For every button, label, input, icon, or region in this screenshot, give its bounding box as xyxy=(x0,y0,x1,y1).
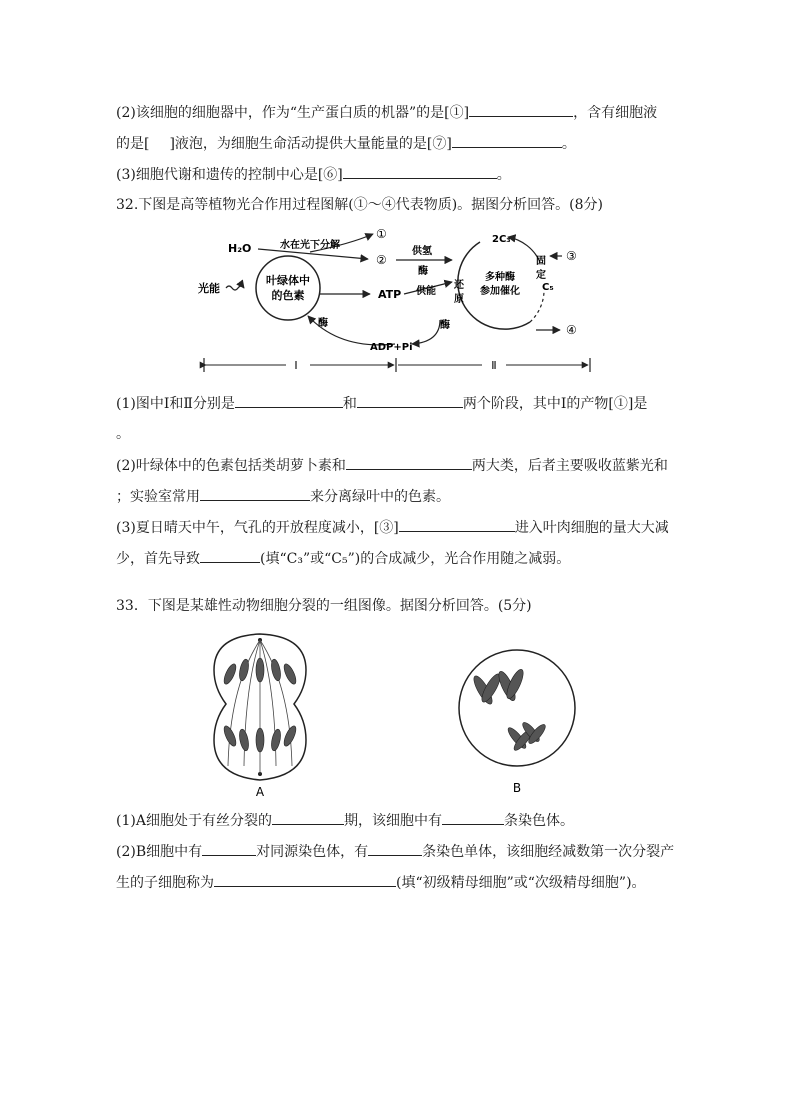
q33-part2-text-d: 生的子细胞称为 xyxy=(116,875,214,891)
cell-b-diagram xyxy=(455,640,585,800)
output-4: ④ xyxy=(566,323,577,337)
q32-part2-text-d: 来分离绿叶中的色素。 xyxy=(310,489,450,505)
product-2: ② xyxy=(376,253,387,267)
q31-part2-text: (2)该细胞的细胞器中，作为“生产蛋白质的机器”的是[①] xyxy=(116,105,470,121)
fix-label-1: 固 xyxy=(536,256,546,267)
split-label: 水在光下分解 xyxy=(280,240,340,251)
q31-part3-end: 。 xyxy=(496,167,511,183)
cell-a-label: A xyxy=(255,785,265,799)
q32-part2 xyxy=(116,455,668,476)
q31-part2-text-a: 的是[ xyxy=(116,136,150,152)
photosynthesis-diagram xyxy=(190,222,610,382)
answer-blank[interactable] xyxy=(346,455,472,470)
q32-part3-text-d: (填“C₃”或“C₅”)的合成减少，光合作用随之减弱。 xyxy=(260,551,571,567)
q33-part1-text-b: 期，该细胞中有 xyxy=(343,813,442,829)
q33-part2-text-b: 对同源染色体，有 xyxy=(256,844,369,860)
pigment-label-2: 的色素 xyxy=(271,289,305,302)
q32-title: 32.下图是高等植物光合作用过程图解(①～④代表物质)。据图分析回答。(8分) xyxy=(116,197,604,213)
stage-1-label: Ⅰ xyxy=(294,359,298,372)
q32-part3-text-a: (3)夏日晴天中午，气孔的开放程度减小，[③] xyxy=(116,520,399,536)
pigment-label-1: 叶绿体中 xyxy=(266,274,310,287)
q32-part3 xyxy=(116,517,669,538)
q32-part2-text-c: ；实验室常用 xyxy=(116,489,200,505)
enzyme-label-3: 酶 xyxy=(418,266,428,277)
answer-blank[interactable] xyxy=(214,872,396,887)
q32-part3-text-b: 进入叶肉细胞的量大大减 xyxy=(514,520,669,536)
atp-label: ATP xyxy=(378,288,402,301)
answer-blank[interactable] xyxy=(200,548,260,563)
answer-blank[interactable] xyxy=(202,841,256,856)
q32-part2-text-a: (2)叶绿体中的色素包括类胡萝卜素和 xyxy=(116,458,346,474)
reduce-label-2: 原 xyxy=(454,294,464,305)
q31-part3-text: (3)细胞代谢和遗传的控制中心是[⑥] xyxy=(116,167,343,183)
q33-part1-text-a: (1)A细胞处于有丝分裂的 xyxy=(116,813,272,829)
answer-blank[interactable] xyxy=(343,164,497,179)
q32-part3-text-c: 少，首先导致 xyxy=(116,551,200,567)
fix-label-2: 定 xyxy=(536,270,546,281)
answer-blank[interactable] xyxy=(272,810,344,825)
supply-h-label: 供氢 xyxy=(412,246,432,257)
cell-a-diagram xyxy=(200,626,320,801)
q31-part2-text-end2: 。 xyxy=(561,136,576,152)
q32-part2-text-b: 两大类，后者主要吸收蓝紫光和 xyxy=(471,458,668,474)
answer-blank[interactable] xyxy=(235,393,343,408)
q32-part1-text-c: 两个阶段，其中Ⅰ的产物[①]是 xyxy=(462,396,648,412)
enzyme-label-1: 酶 xyxy=(318,318,328,329)
q31-part2-text-end: ，含有细胞液 xyxy=(573,105,658,121)
answer-blank[interactable] xyxy=(399,517,515,532)
answer-blank[interactable] xyxy=(200,486,310,501)
multi-enzyme-2: 参加催化 xyxy=(480,286,520,297)
q31-part3 xyxy=(116,164,511,185)
q31-part2-text-b: ]液泡，为细胞生命活动提供大量能量的是[⑦] xyxy=(169,136,452,152)
q33-part2 xyxy=(116,841,674,862)
stage-2-label: Ⅱ xyxy=(491,359,497,372)
q32-part1 xyxy=(116,393,647,414)
q32-part1-text-a: (1)图中Ⅰ和Ⅱ分别是 xyxy=(116,396,235,412)
answer-blank[interactable] xyxy=(452,133,562,148)
multi-enzyme-1: 多种酶 xyxy=(485,272,515,283)
q33-part2-line2 xyxy=(116,872,646,893)
q33-part2-text-e: (填“初级精母细胞”或“次级精母细胞”)。 xyxy=(396,875,646,891)
enzyme-label-2: 酶 xyxy=(440,320,450,331)
q33-part2-text-c: 条染色单体，该细胞经减数第一次分裂产 xyxy=(422,844,675,860)
q31-part2-line2 xyxy=(116,133,576,154)
answer-blank[interactable] xyxy=(357,393,463,408)
product-1: ① xyxy=(376,227,387,241)
light-label: 光能 xyxy=(198,282,220,295)
q32-part1-end: 。 xyxy=(116,426,130,442)
h2o-label: H₂O xyxy=(228,242,252,255)
reduce-label-1: 还 xyxy=(454,280,464,291)
q32-part1-text-b: 和 xyxy=(342,396,357,412)
q33-part1 xyxy=(116,810,574,831)
answer-blank[interactable] xyxy=(442,810,504,825)
q33-part1-text-c: 条染色体。 xyxy=(503,813,574,829)
c5-label: C₅ xyxy=(542,282,554,293)
q32-part2-line2 xyxy=(116,486,450,507)
pigment-circle xyxy=(256,256,320,320)
q32-part3-line2 xyxy=(116,548,570,569)
answer-blank[interactable] xyxy=(469,102,573,117)
supply-e-label: 供能 xyxy=(416,286,436,297)
q33-part2-text-a: (2)B细胞中有 xyxy=(116,844,203,860)
q33-title: 33．下图是某雄性动物细胞分裂的一组图像。据图分析回答。(5分) xyxy=(116,598,532,614)
cell-b-label: B xyxy=(512,781,522,795)
answer-blank[interactable] xyxy=(368,841,422,856)
q31-part2-line1 xyxy=(116,102,657,123)
input-3: ③ xyxy=(566,249,577,263)
two-c3-label: 2C₃ xyxy=(492,234,511,245)
adp-label: ADP+Pi xyxy=(370,342,413,353)
